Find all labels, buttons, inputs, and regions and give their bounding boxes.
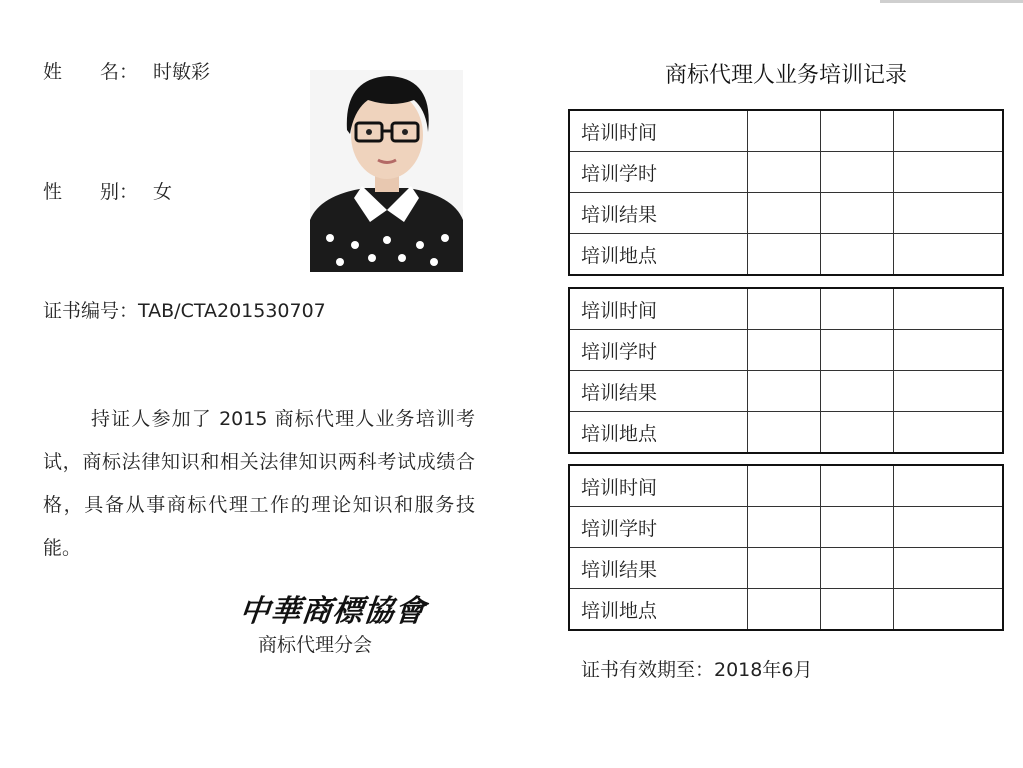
table-row bbox=[569, 234, 1003, 276]
declaration-text: 持证人参加了 2015 商标代理人业务培训考试，商标法律知识和相关法律知识两科考试成绩合格，具备从事商标代理工作的理论知识和服务技能。 bbox=[43, 408, 475, 559]
table-row bbox=[569, 288, 1003, 330]
validity-date: 证书有效期至：2018年6月 bbox=[581, 659, 813, 681]
holder-photo bbox=[310, 70, 463, 272]
table-row bbox=[569, 412, 1003, 454]
cert-no-label: 证书编号： bbox=[43, 300, 139, 322]
gender-value: 女 bbox=[153, 181, 173, 203]
row-label: 培训结果 bbox=[569, 193, 747, 234]
cert-no-value: TAB/CTA201530707 bbox=[138, 300, 326, 322]
issuer-sub-org: 商标代理分会 bbox=[258, 634, 373, 656]
training-record-table-3 bbox=[568, 464, 1004, 631]
table-row bbox=[569, 152, 1003, 193]
page-corner-mark bbox=[880, 0, 1023, 3]
name-value: 时敏彩 bbox=[153, 61, 211, 83]
row-label: 培训时间 bbox=[569, 110, 747, 152]
table-row bbox=[569, 548, 1003, 589]
table-row bbox=[569, 193, 1003, 234]
row-label: 培训地点 bbox=[569, 589, 747, 631]
table-row bbox=[569, 465, 1003, 507]
name-label: 姓 名： bbox=[43, 61, 139, 83]
table-row bbox=[569, 330, 1003, 371]
gender-label: 性 别： bbox=[43, 181, 139, 203]
training-record-table-1 bbox=[568, 109, 1004, 276]
row-label: 培训学时 bbox=[569, 330, 747, 371]
gender-field bbox=[43, 177, 172, 204]
cert-no-field bbox=[43, 296, 326, 323]
table-row bbox=[569, 589, 1003, 631]
portrait-illustration bbox=[310, 70, 463, 272]
row-label: 培训地点 bbox=[569, 234, 747, 276]
table-row bbox=[569, 110, 1003, 152]
row-label: 培训学时 bbox=[569, 152, 747, 193]
row-label: 培训地点 bbox=[569, 412, 747, 454]
row-label: 培训学时 bbox=[569, 507, 747, 548]
training-records-title: 商标代理人业务培训记录 bbox=[664, 63, 907, 88]
training-record-table-2 bbox=[568, 287, 1004, 454]
table-row bbox=[569, 371, 1003, 412]
table-row bbox=[569, 507, 1003, 548]
issuer-calligraphy: 中華商標協會 bbox=[237, 594, 428, 629]
row-label: 培训时间 bbox=[569, 465, 747, 507]
row-label: 培训时间 bbox=[569, 288, 747, 330]
name-field bbox=[43, 57, 210, 84]
row-label: 培训结果 bbox=[569, 371, 747, 412]
row-label: 培训结果 bbox=[569, 548, 747, 589]
